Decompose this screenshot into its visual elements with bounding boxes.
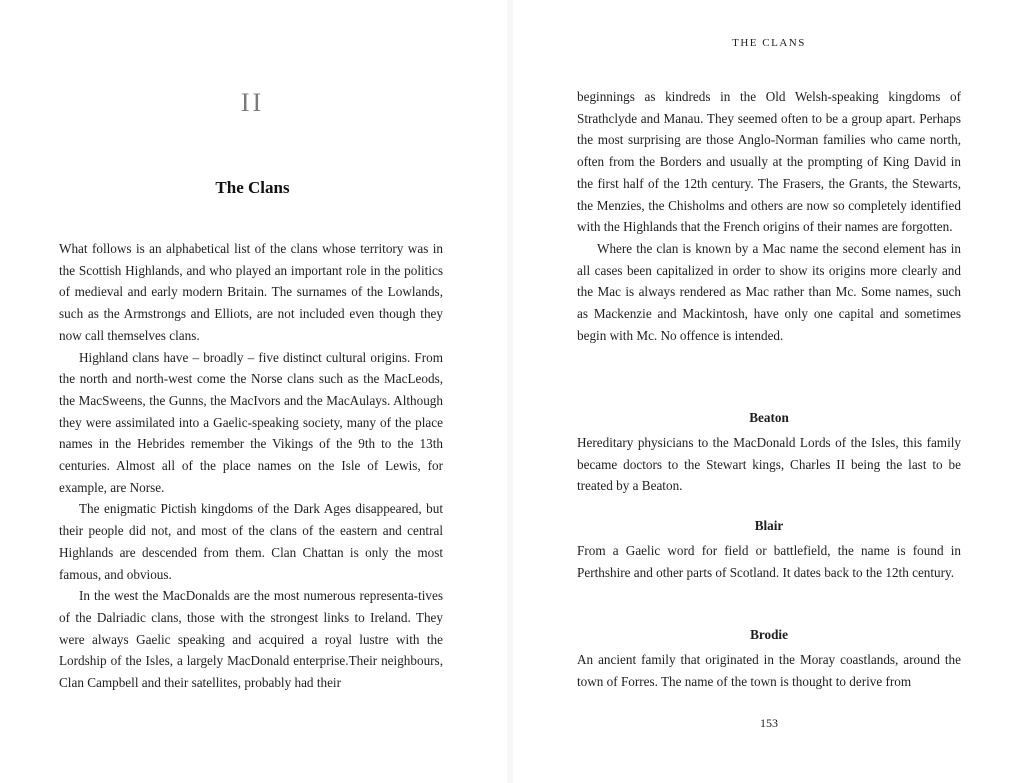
- entry-heading-beaton: Beaton: [749, 410, 789, 425]
- chapter-title: The Clans: [215, 178, 290, 197]
- paragraph: From a Gaelic word for field or battlefield, the name is found in Perthshire and other parts of Scotland. It dates back to the 12th century.: [577, 543, 961, 580]
- entry-heading-blair: Blair: [754, 518, 784, 533]
- right-page: [515, 0, 1020, 783]
- left-body-text: [59, 238, 443, 694]
- paragraph: beginnings as kindreds in the Old Welsh-speaking kingdoms of Strathclyde and Manau. They seemed often to be a group apart. Perhaps the most surprising are those Anglo-Norman families who came north, often from the Borders and usually at the prompting of King David in the first half of the 12th century. The Frasers, the Grants, the Stewarts, the Menzies, the Chisholms and others are now so completely identified with the Highlands that the French origins of their names are forgotten.: [577, 89, 961, 235]
- book-gutter: [507, 0, 513, 783]
- running-head: THE CLANS: [732, 37, 806, 49]
- paragraph: The enigmatic Pictish kingdoms of the Dark Ages disappeared, but their people did not, and most of the clans of the eastern and central Highlands are descended from them. Clan Chattan is only the most famous, and obvious.: [59, 501, 443, 582]
- entry-text-beaton: [577, 432, 961, 497]
- paragraph: Hereditary physicians to the MacDonald Lords of the Isles, this family became doctors to the Stewart kings, Charles II being the last to be treated by a Beaton.: [577, 435, 961, 494]
- paragraph: Where the clan is known by a Mac name the second element has in all cases been capitalized in order to show its origins more clearly and the Mac is always rendered as Mac rather than Mc. Some names, such as Mackenzie and Mackintosh, have only one capital and sometimes begin with Mc. No offence is intended.: [577, 240, 961, 343]
- paragraph: An ancient family that originated in the Moray coastlands, around the town of Forres. The name of the town is thought to derive from: [577, 652, 961, 689]
- right-body-text: [577, 86, 961, 346]
- paragraph: What follows is an alphabetical list of the clans whose territory was in the Scottish Highlands, and who played an important role in the politics of medieval and early modern Britain. The surnames of the Lowlands, such as the Armstrongs and Elliots, are not included even though they now call themselves clans.: [59, 241, 443, 343]
- entry-text-blair: [577, 540, 961, 583]
- chapter-number: II: [240, 88, 265, 117]
- entry-heading-brodie: Brodie: [750, 627, 788, 642]
- paragraph: In the west the MacDonalds are the most numerous representa-tives of the Dalriadic clans, those with the strongest links to Ireland. They were always Gaelic speaking and acquired a royal lustre with the Lordship of the Isles, a largely MacDonald enterprise.Their neighbours, Clan Campbell and their satellites, probably had their: [59, 588, 443, 691]
- page-number: 153: [760, 716, 778, 730]
- paragraph: Highland clans have – broadly – five distinct cultural origins. From the north and north-west come the Norse clans such as the MacLeods, the MacSweens, the Gunns, the MacIvors and the MacAulays. Although they were assimilated into a Gaelic-speaking society, many of the place names in the Hebrides remember the Vikings of the 9th to the 13th centuries. Almost all of the place names on the Isle of Lewis, for example, are Norse.: [59, 349, 443, 495]
- left-page: [0, 0, 505, 783]
- entry-text-brodie: [577, 649, 961, 692]
